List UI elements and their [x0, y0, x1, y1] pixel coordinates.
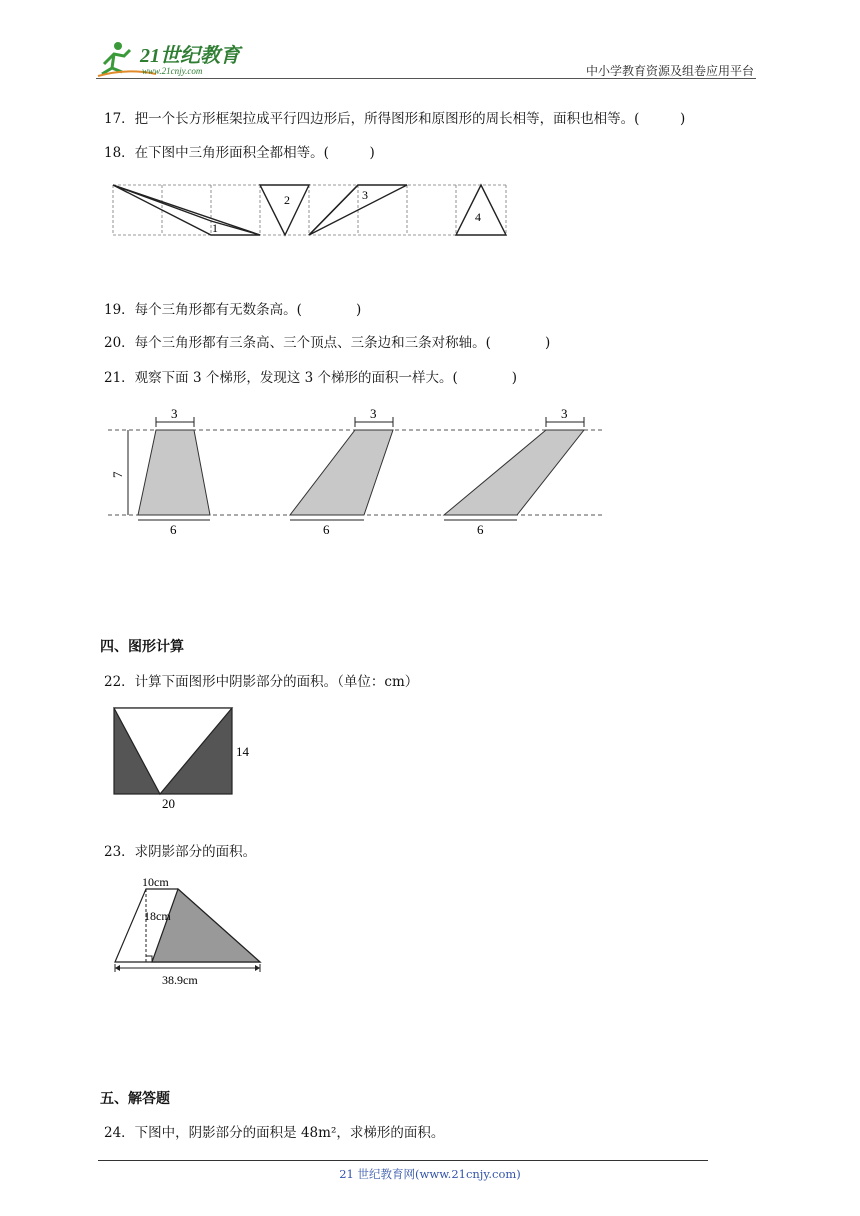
question-21: 21．观察下面 3 个梯形，发现这 3 个梯形的面积一样大。( ) — [104, 370, 518, 386]
fig23-bottom-label: 38.9cm — [162, 973, 198, 987]
trap3-bottom-label: 6 — [477, 522, 484, 537]
trap1-bottom-label: 6 — [170, 522, 177, 537]
trap2-bottom-label: 6 — [323, 522, 330, 537]
logo-url: www.21cnjy.com — [142, 66, 203, 76]
question-24: 24．下图中，阴影部分的面积是 48m²，求梯形的面积。 — [104, 1125, 445, 1141]
triangle-label-3: 3 — [362, 188, 368, 202]
fig22-side-label: 14 — [236, 744, 249, 759]
triangle-label-1: 1 — [212, 221, 218, 235]
question-17: 17．把一个长方形框架拉成平行四边形后，所得图形和原图形的周长相等，面积也相等。( ) — [104, 111, 686, 127]
fig22-bottom-label: 20 — [162, 796, 175, 811]
question-23: 23．求阴影部分的面积。 — [104, 844, 257, 860]
figure-22-rectangle — [112, 706, 262, 816]
trap1-top-label: 3 — [171, 406, 178, 421]
triangle-label-4: 4 — [475, 210, 481, 224]
figure-18-triangles — [110, 181, 510, 243]
triangle-label-2: 2 — [284, 193, 290, 207]
header-platform-text: 中小学教育资源及组卷应用平台 — [585, 64, 754, 78]
section-4-heading: 四、图形计算 — [100, 639, 184, 655]
figure-23-trapezoid — [112, 872, 267, 994]
trap3-top-label: 3 — [561, 406, 568, 421]
logo-title: 21世纪教育 — [140, 45, 240, 67]
trap-height-label: 7 — [110, 471, 125, 478]
question-20: 20．每个三角形都有三条高、三个顶点、三条边和三条对称轴。( ) — [104, 335, 551, 351]
question-19: 19．每个三角形都有无数条高。( ) — [104, 302, 362, 318]
trap2-top-label: 3 — [370, 406, 377, 421]
footer-divider — [98, 1160, 708, 1161]
fig23-top-label: 10cm — [142, 875, 169, 889]
header-divider — [96, 78, 756, 79]
figure-21-trapezoids — [108, 402, 608, 546]
fig23-height-label: 18cm — [144, 909, 171, 923]
footer-text: 21 世纪教育网(www.21cnjy.com) — [339, 1167, 521, 1181]
question-22: 22．计算下面图形中阴影部分的面积。（单位：cm） — [104, 674, 419, 690]
site-logo — [96, 38, 266, 82]
section-5-heading: 五、解答题 — [100, 1091, 170, 1107]
question-18: 18．在下图中三角形面积全都相等。( ) — [104, 145, 375, 161]
